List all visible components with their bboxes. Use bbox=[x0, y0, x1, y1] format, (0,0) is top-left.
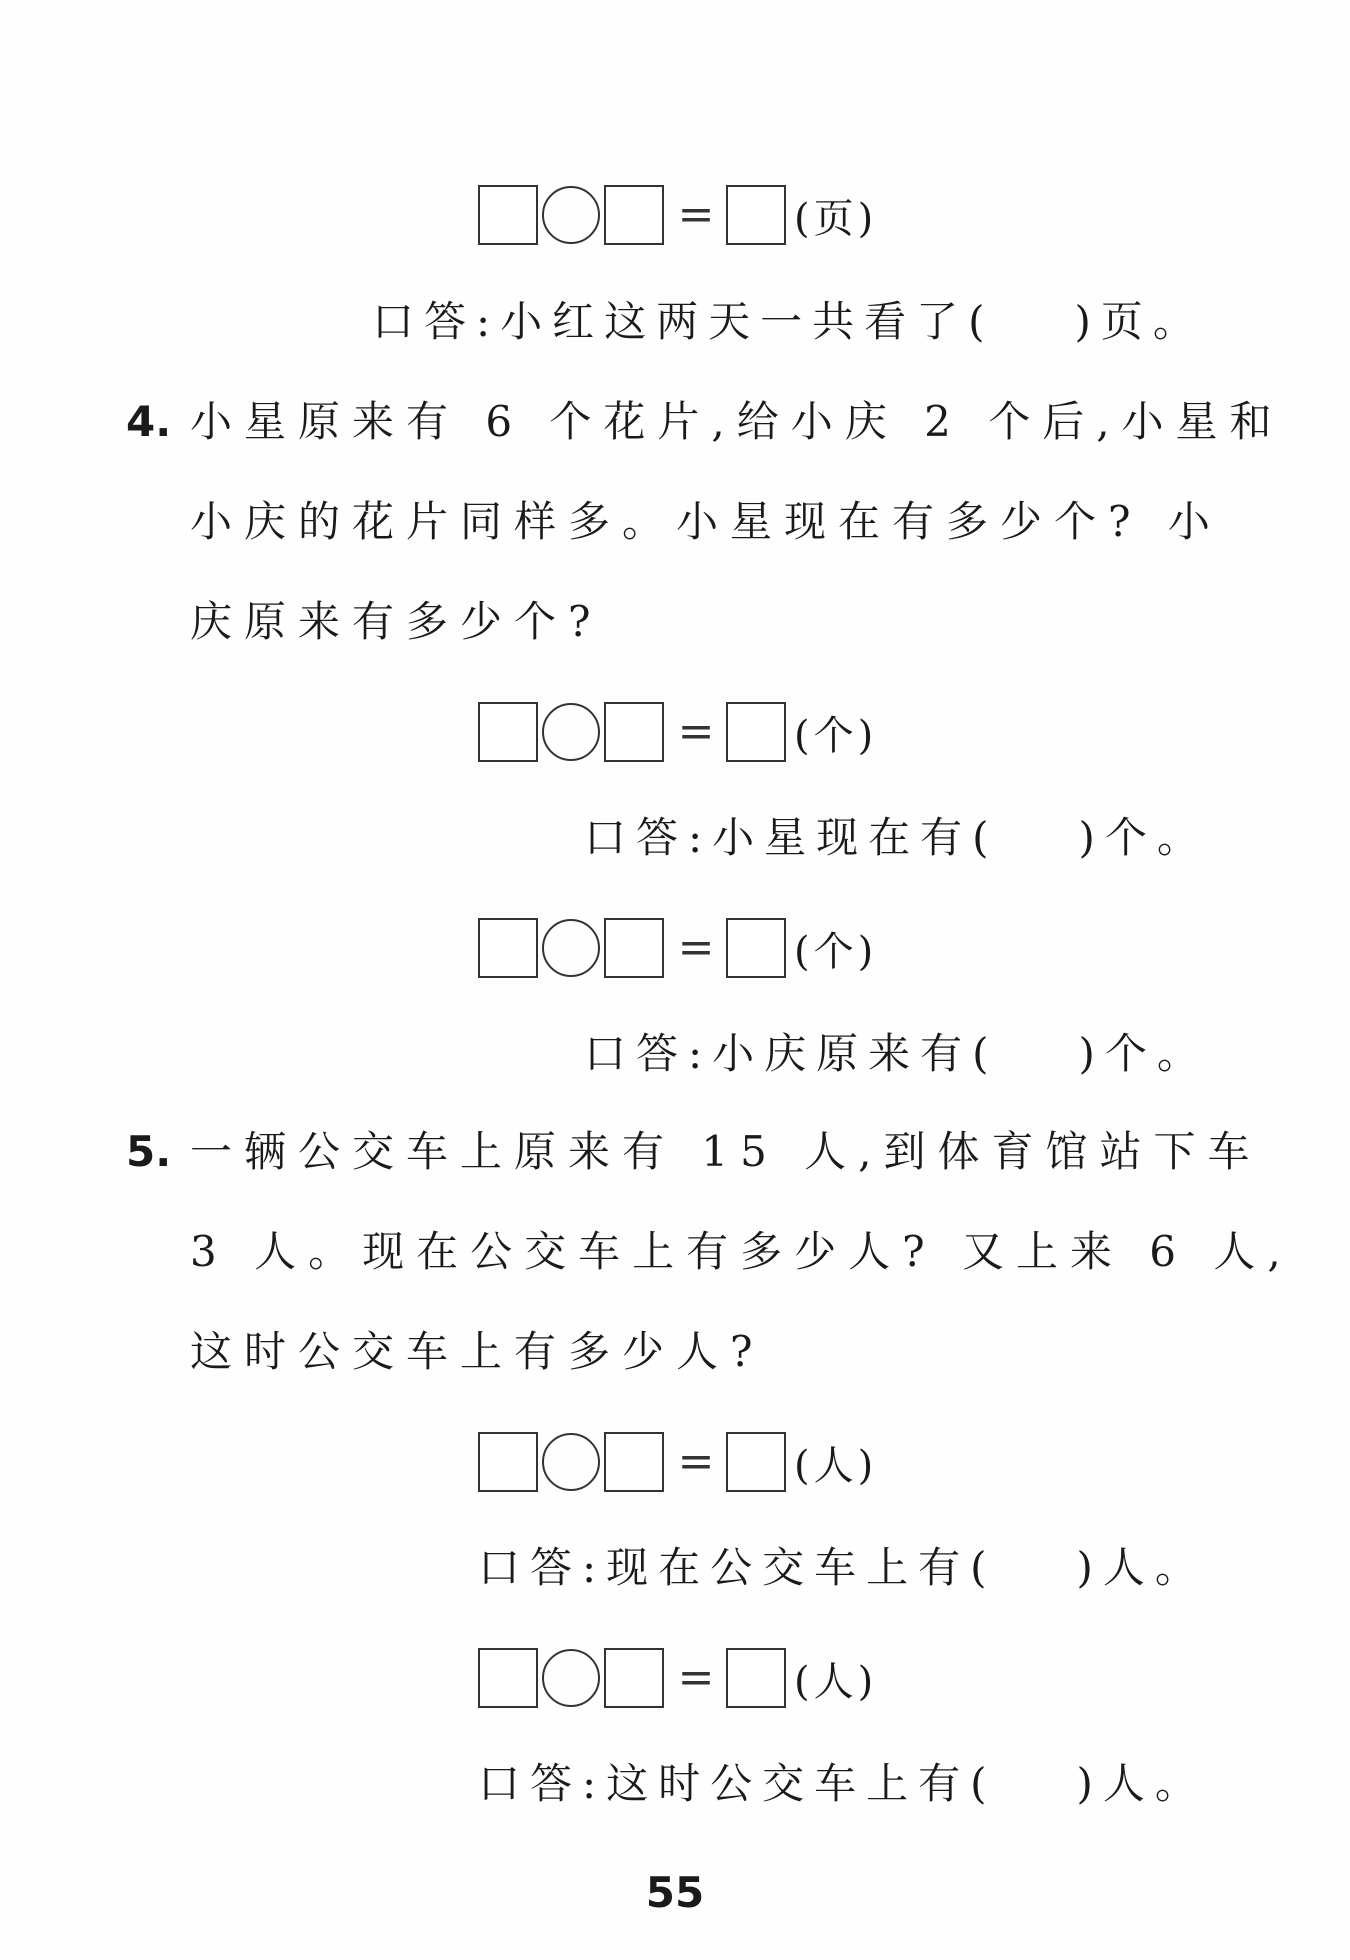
question-text: 小星原来有 6 个花片,给小庆 2 个后,小星和 bbox=[190, 397, 1284, 446]
equals-sign: = bbox=[677, 1436, 715, 1487]
result-box[interactable] bbox=[726, 1432, 786, 1492]
answer-prefix: 口答:小星现在有( bbox=[584, 813, 999, 862]
answer-line-q4-1 bbox=[584, 808, 1209, 868]
answer-suffix: )个。 bbox=[1078, 1029, 1209, 1078]
equation-q5-1 bbox=[478, 1430, 877, 1494]
answer-box[interactable] bbox=[478, 185, 538, 245]
question-4-line-1 bbox=[0, 392, 1350, 452]
equation-q4-2 bbox=[478, 916, 877, 980]
answer-prefix: 口答:现在公交车上有( bbox=[478, 1543, 997, 1592]
equals-sign: = bbox=[677, 922, 715, 973]
answer-suffix: )个。 bbox=[1078, 813, 1209, 862]
equation-q5-2 bbox=[478, 1646, 877, 1710]
answer-prefix: 口答:小红这两天一共看了( bbox=[372, 297, 995, 346]
result-box[interactable] bbox=[726, 185, 786, 245]
operator-circle[interactable] bbox=[542, 1433, 600, 1491]
question-5-line-2 bbox=[0, 1222, 1350, 1282]
operator-circle[interactable] bbox=[542, 1649, 600, 1707]
equals-sign: = bbox=[677, 706, 715, 757]
answer-suffix: )人。 bbox=[1076, 1759, 1207, 1808]
answer-box[interactable] bbox=[478, 918, 538, 978]
unit-label: (个) bbox=[794, 712, 878, 759]
question-text: 3 人。现在公交车上有多少人? 又上来 6 人, bbox=[190, 1227, 1293, 1276]
question-number: 4. bbox=[126, 397, 172, 446]
result-box[interactable] bbox=[726, 702, 786, 762]
operator-circle[interactable] bbox=[542, 919, 600, 977]
equals-sign: = bbox=[677, 1652, 715, 1703]
answer-box[interactable] bbox=[604, 1432, 664, 1492]
unit-label: (人) bbox=[794, 1658, 878, 1705]
answer-line-q4-2 bbox=[584, 1024, 1209, 1084]
answer-suffix: )人。 bbox=[1076, 1543, 1207, 1592]
answer-prefix: 口答:小庆原来有( bbox=[584, 1029, 999, 1078]
unit-label: (人) bbox=[794, 1442, 878, 1489]
result-box[interactable] bbox=[726, 918, 786, 978]
answer-line-q5-2 bbox=[478, 1754, 1207, 1814]
question-5-line-1 bbox=[0, 1122, 1350, 1182]
answer-box[interactable] bbox=[478, 1432, 538, 1492]
answer-suffix: )页。 bbox=[1074, 297, 1205, 346]
answer-box[interactable] bbox=[604, 702, 664, 762]
question-text: 小庆的花片同样多。小星现在有多少个? 小 bbox=[190, 497, 1222, 546]
question-text: 一辆公交车上原来有 15 人,到体育馆站下车 bbox=[190, 1127, 1262, 1176]
question-4-line-2 bbox=[0, 492, 1350, 552]
operator-circle[interactable] bbox=[542, 703, 600, 761]
question-number: 5. bbox=[126, 1127, 172, 1176]
operator-circle[interactable] bbox=[542, 186, 600, 244]
answer-line-q5-1 bbox=[478, 1538, 1207, 1598]
question-text: 庆原来有多少个? bbox=[190, 597, 603, 646]
question-text: 这时公交车上有多少人? bbox=[190, 1327, 765, 1376]
answer-line-top bbox=[372, 292, 1205, 352]
equation-top bbox=[478, 183, 877, 247]
result-box[interactable] bbox=[726, 1648, 786, 1708]
answer-box[interactable] bbox=[604, 185, 664, 245]
answer-box[interactable] bbox=[478, 702, 538, 762]
unit-label: (个) bbox=[794, 928, 878, 975]
answer-box[interactable] bbox=[604, 1648, 664, 1708]
answer-box[interactable] bbox=[604, 918, 664, 978]
unit-label: (页) bbox=[794, 195, 878, 242]
equals-sign: = bbox=[677, 189, 715, 240]
equation-q4-1 bbox=[478, 700, 877, 764]
answer-box[interactable] bbox=[478, 1648, 538, 1708]
question-4-line-3 bbox=[0, 592, 1350, 652]
question-5-line-3 bbox=[0, 1322, 1350, 1382]
page-number: 55 bbox=[645, 1868, 705, 1917]
answer-prefix: 口答:这时公交车上有( bbox=[478, 1759, 997, 1808]
